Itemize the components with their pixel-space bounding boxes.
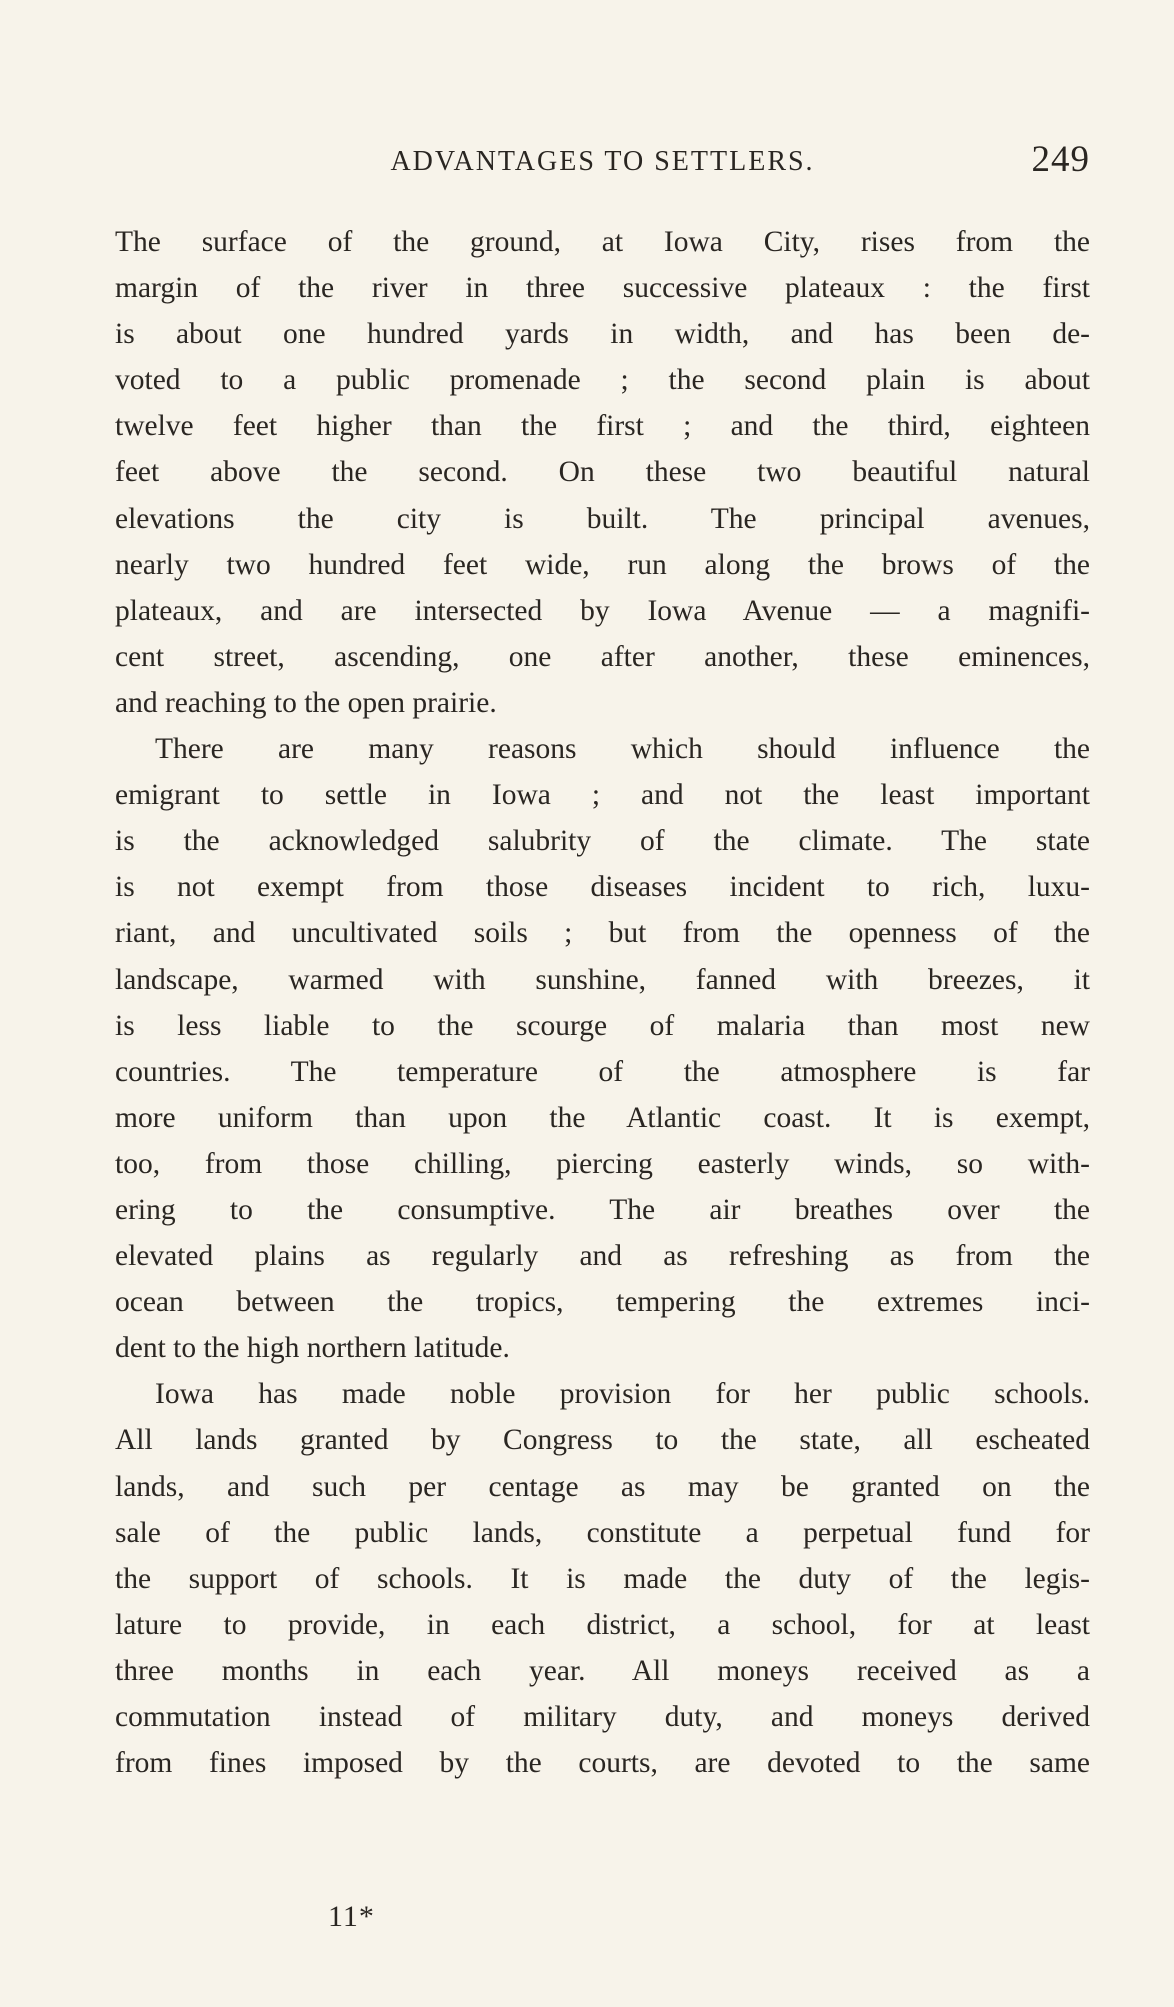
text-line: dent to the high northern latitude. — [115, 1332, 510, 1365]
text-line: lands, and such per centage as may be granted on the — [115, 1470, 1090, 1503]
text-line: is less liable to the scourge of malaria than most new — [115, 1009, 1090, 1042]
text-line: from fines imposed by the courts, are devoted to the same — [115, 1747, 1090, 1780]
text-line: elevated plains as regularly and as refreshing as from the — [115, 1240, 1090, 1273]
signature-mark: 11* — [328, 1900, 375, 1933]
text-line: is the acknowledged salubrity of the climate. The state — [115, 825, 1090, 858]
text-line: cent street, ascending, one after another, these eminences, — [115, 640, 1090, 673]
text-line: elevations the city is built. The principal avenues, — [115, 502, 1090, 535]
text-line: and reaching to the open prairie. — [115, 686, 497, 719]
text-line: emigrant to settle in Iowa ; and not the least important — [115, 779, 1090, 812]
text-line: the support of schools. It is made the duty of the legis- — [115, 1562, 1090, 1595]
text-line: countries. The temperature of the atmosphere is far — [115, 1055, 1090, 1088]
text-line: All lands granted by Congress to the state, all escheated — [115, 1424, 1090, 1457]
text-line: more uniform than upon the Atlantic coast. It is exempt, — [115, 1101, 1090, 1134]
text-line: ocean between the tropics, tempering the extremes inci- — [115, 1286, 1090, 1319]
body-text — [115, 219, 1090, 1786]
text-line: is about one hundred yards in width, and has been de- — [115, 318, 1090, 351]
running-title: ADVANTAGES TO SETTLERS. — [390, 146, 815, 177]
text-line: ering to the consumptive. The air breathes over the — [115, 1193, 1090, 1226]
text-line: three months in each year. All moneys received as a — [115, 1654, 1090, 1687]
text-line: is not exempt from those diseases incident to rich, luxu- — [115, 871, 1090, 904]
text-line: riant, and uncultivated soils ; but from the openness of the — [115, 917, 1090, 950]
text-line: lature to provide, in each district, a school, for at least — [115, 1608, 1090, 1641]
text-line: Iowa has made noble provision for her public schools. — [155, 1378, 1090, 1411]
text-line: feet above the second. On these two beautiful natural — [115, 456, 1090, 489]
text-line: commutation instead of military duty, and moneys derived — [115, 1701, 1090, 1733]
text-line: nearly two hundred feet wide, run along the brows of the — [115, 548, 1090, 581]
text-line: twelve feet higher than the first ; and the third, eighteen — [115, 410, 1090, 443]
running-head — [115, 140, 1090, 184]
text-line: too, from those chilling, piercing easterly winds, so with- — [115, 1147, 1090, 1180]
text-line: The surface of the ground, at Iowa City, rises from the — [115, 226, 1090, 258]
page-number: 249 — [1031, 139, 1090, 180]
text-line: voted to a public promenade ; the second plain is about — [115, 364, 1090, 397]
text-line: plateaux, and are intersected by Iowa Avenue — a magnifi- — [115, 594, 1090, 627]
text-line: landscape, warmed with sunshine, fanned with breezes, it — [115, 963, 1090, 996]
text-line: margin of the river in three successive plateaux : the first — [115, 272, 1090, 305]
text-line: There are many reasons which should influence the — [155, 733, 1090, 766]
text-line: sale of the public lands, constitute a perpetual fund for — [115, 1516, 1090, 1549]
